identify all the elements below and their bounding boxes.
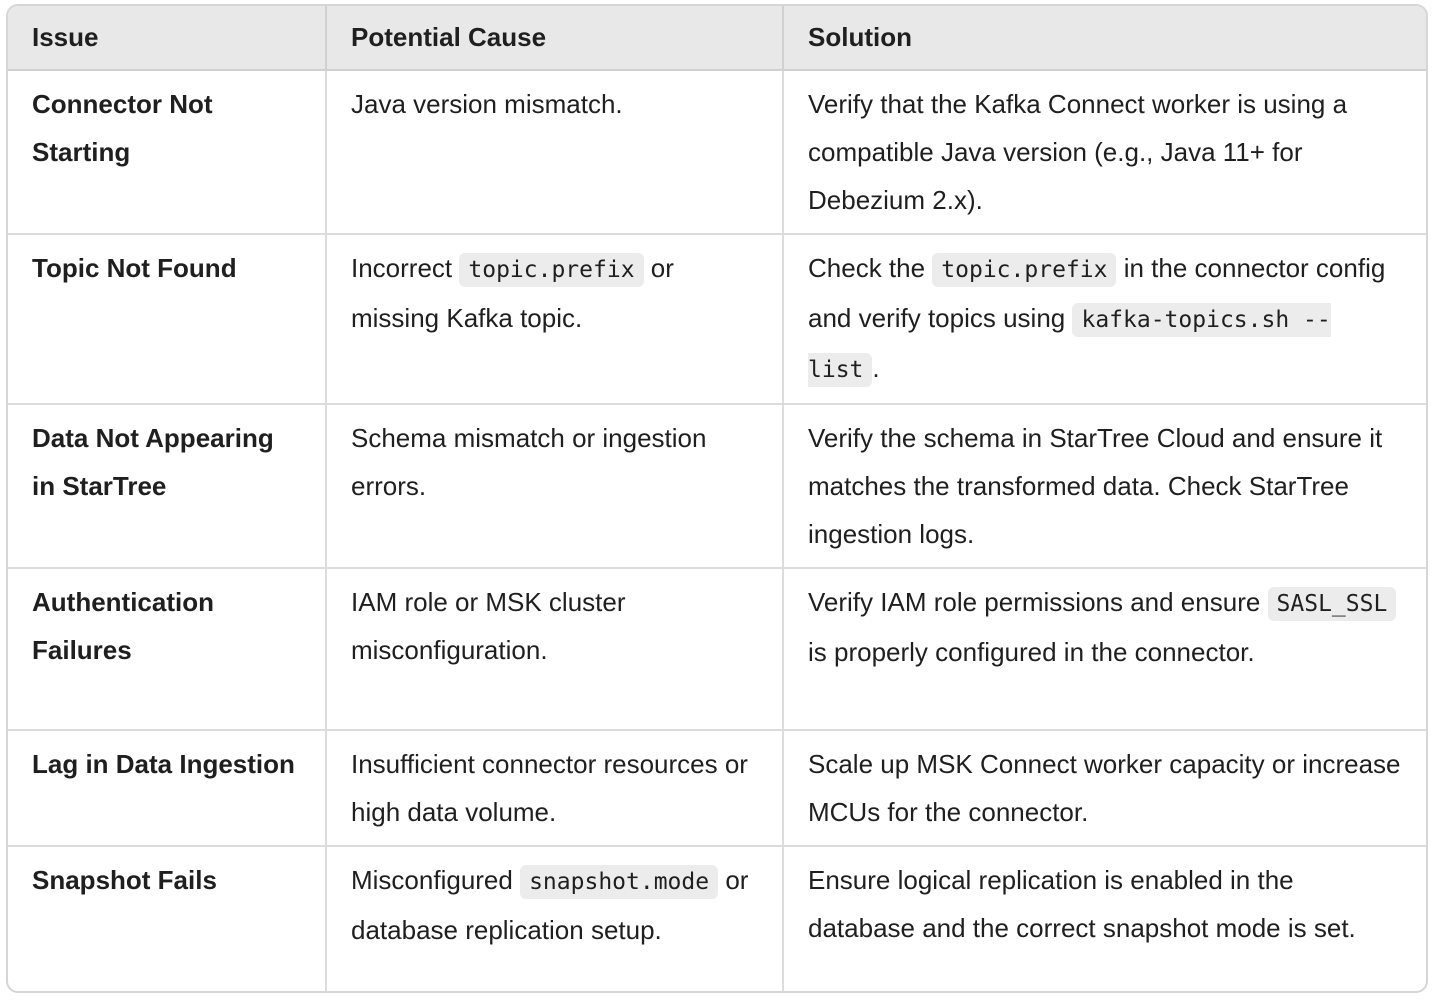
table-header-row	[8, 6, 1426, 70]
inline-code: SASL_SSL	[1268, 587, 1397, 621]
solution-cell: Verify IAM role permissions and ensure SASL_SSL is properly configured in the connector.	[783, 568, 1426, 730]
inline-code: topic.prefix	[932, 253, 1116, 287]
table-row	[8, 730, 1426, 846]
header-potential-cause: Potential Cause	[326, 6, 783, 70]
solution-cell: Verify that the Kafka Connect worker is using a compatible Java version (e.g., Java 11+ for Debezium 2.x).	[783, 70, 1426, 234]
cause-cell: Schema mismatch or ingestion errors.	[326, 404, 783, 568]
table-row	[8, 846, 1426, 993]
troubleshooting-table	[8, 6, 1426, 993]
solution-cell: Verify the schema in StarTree Cloud and ensure it matches the transformed data. Check StarTree ingestion logs.	[783, 404, 1426, 568]
issue-cell: Authentication Failures	[8, 568, 326, 730]
table-row	[8, 568, 1426, 730]
cause-cell: Misconfigured snapshot.mode or database replication setup.	[326, 846, 783, 993]
inline-code: topic.prefix	[459, 253, 643, 287]
issue-cell: Data Not Appearing in StarTree	[8, 404, 326, 568]
issue-cell: Topic Not Found	[8, 234, 326, 404]
troubleshooting-table-container	[6, 4, 1428, 993]
table-row	[8, 404, 1426, 568]
inline-code: kafka-topics.sh --list	[808, 303, 1331, 387]
cause-cell: IAM role or MSK cluster misconfiguration.	[326, 568, 783, 730]
table-row	[8, 70, 1426, 234]
solution-cell: Ensure logical replication is enabled in the database and the correct snapshot mode is set.	[808, 865, 1356, 943]
solution-cell: Scale up MSK Connect worker capacity or increase MCUs for the connector.	[783, 730, 1426, 846]
cause-cell: Java version mismatch.	[326, 70, 783, 234]
issue-cell: Snapshot Fails	[8, 846, 326, 993]
solution-cell: Check the topic.prefix in the connector config and verify topics using kafka-topics.sh --list .	[783, 234, 1426, 404]
table-row	[8, 234, 1426, 404]
header-issue: Issue	[8, 6, 326, 70]
issue-cell: Connector Not Starting	[8, 70, 326, 234]
inline-code: snapshot.mode	[520, 865, 718, 899]
issue-cell: Lag in Data Ingestion	[8, 730, 326, 846]
cause-cell: Incorrect topic.prefix or missing Kafka topic.	[326, 234, 783, 404]
header-solution: Solution	[783, 6, 1426, 70]
cause-cell: Insufficient connector resources or high data volume.	[326, 730, 783, 846]
